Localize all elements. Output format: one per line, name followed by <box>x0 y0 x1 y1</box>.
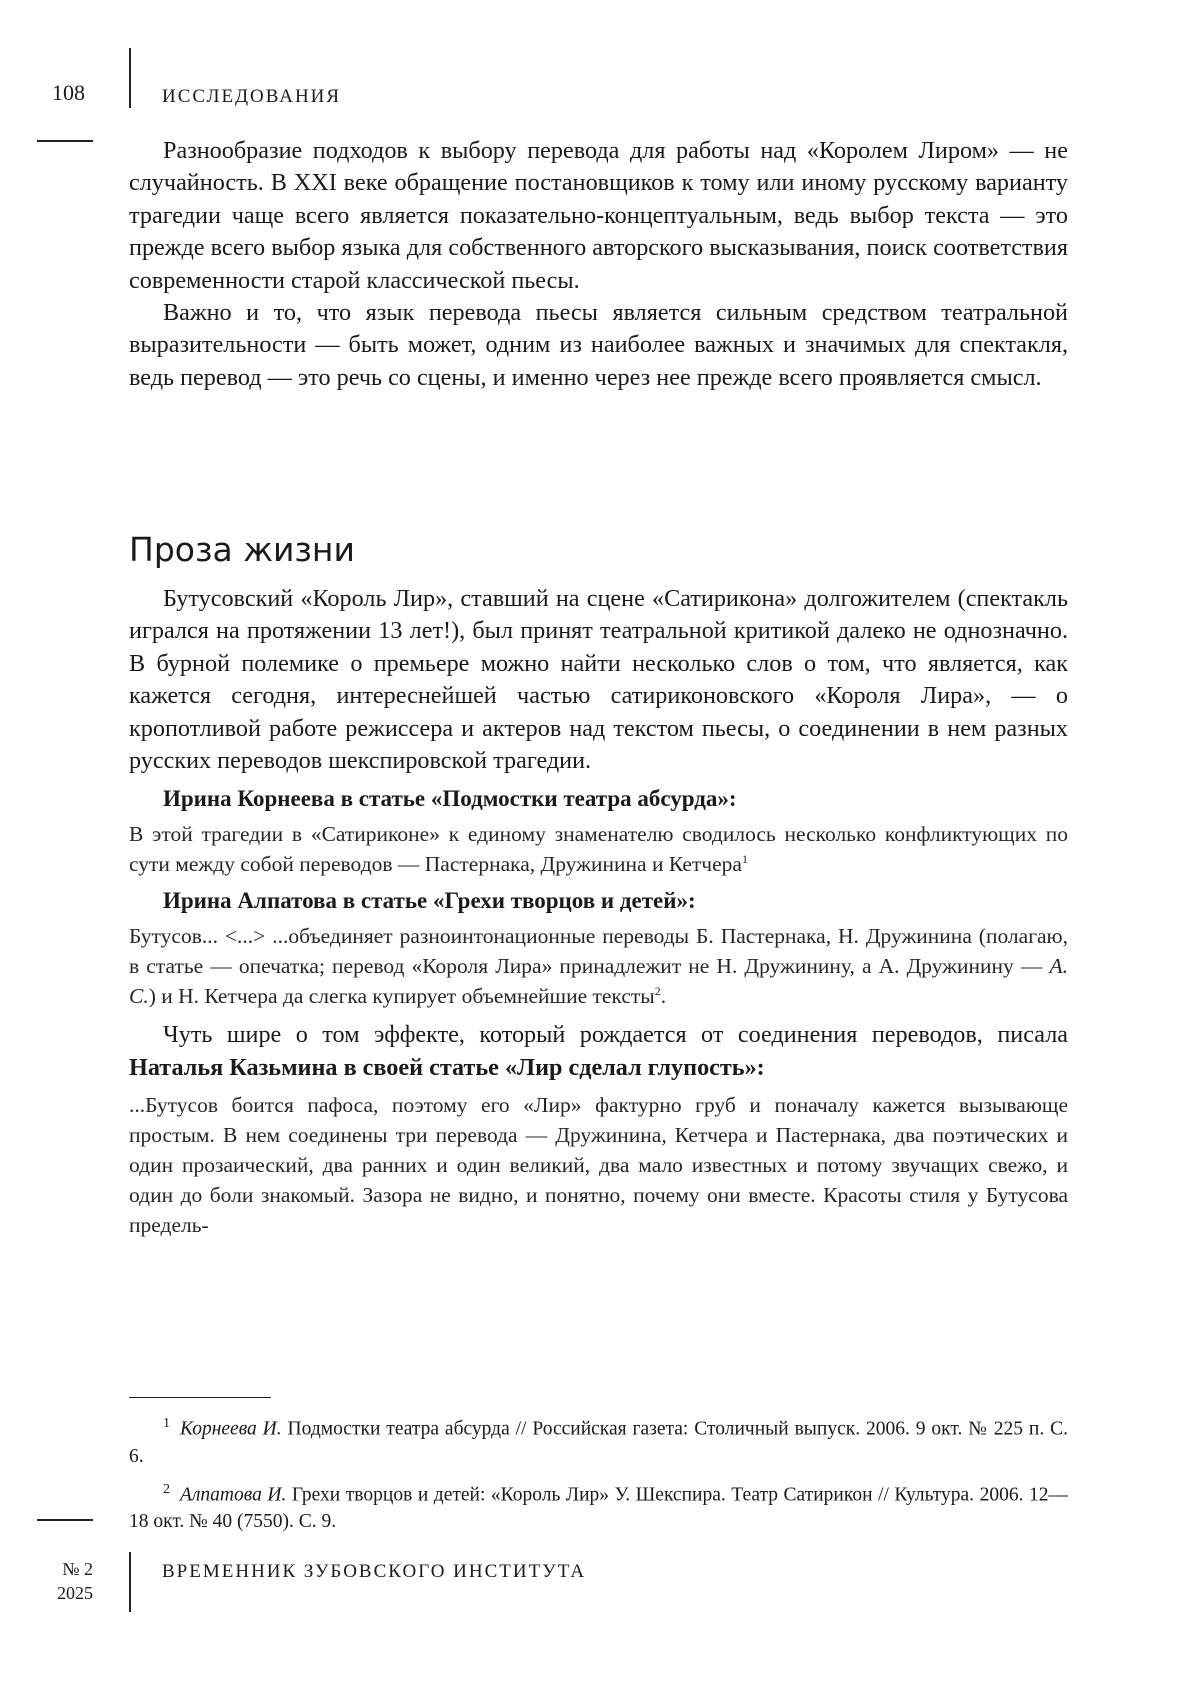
footnote-ref[interactable]: 1 <box>741 852 748 867</box>
margin-rule-bottom <box>37 1519 93 1521</box>
body-text-main <box>129 583 1068 1240</box>
footnote-ref[interactable]: 2 <box>654 984 661 999</box>
footnote: $^1$ Корнеева И. Подмостки театра абсурда // Российская газета: Столичный выпуск. 2006. 9 окт. № 225 п. С. 6. <box>129 1416 1069 1467</box>
margin-rule-top <box>37 140 93 142</box>
journal-title: ВРЕМЕННИК ЗУБОВСКОГО ИНСТИТУТА <box>162 1561 587 1582</box>
paragraph: Чуть шире о том эффекте, который рождается от соединения переводов, писала Наталья Казьмина в своей статье «Лир сделал глупость»: <box>129 1021 1068 1081</box>
block-quote: ...Бутусов боится пафоса, поэтому его «Лир» фактурно груб и поначалу кажется вызывающе простым. В нем соединены три перевода — Дружинина, Кетчера и Пастернака, два поэтических и один прозаический, два ранних и один великий, два мало известных и потому звучащих свежо, и один до боли знакомый. Зазора не видно, и понятно, почему они вместе. Красоты стиля у Бутусова предель- <box>129 1093 1068 1238</box>
footnote: $^2$ Алпатова И. Грехи творцов и детей: «Король Лир» У. Шекспира. Театр Сатирикон // Культура. 2006. 12—18 окт. № 40 (7550). С. 9. <box>129 1481 1068 1532</box>
quote-intro: Ирина Корнеева в статье «Подмостки театра абсурда»: <box>163 786 737 812</box>
footer-rule <box>129 1552 131 1612</box>
quote-intro: Ирина Алпатова в статье «Грехи творцов и детей»: <box>163 888 696 914</box>
issue-year: 2025 <box>57 1583 93 1603</box>
footnote-rule <box>129 1397 271 1398</box>
body-text-top <box>129 135 1068 394</box>
running-head: ИССЛЕДОВАНИЯ <box>162 86 342 107</box>
footnotes <box>129 1410 1068 1541</box>
page-number: 108 <box>52 80 85 105</box>
block-quote: В этой трагедии в «Сатириконе» к единому знаменателю сводилось несколько конфликтующих по сути между собой переводов — Пастернака, Дружинина и Кетчера$^1$ <box>129 822 1068 877</box>
block-quote: Бутусов... <...> ...объединяет разноинтонационные переводы Б. Пастернака, Н. Дружинина (полагаю, в статье — опечатка; перевод «Короля Лира» принадлежит не Н. Дружинину, а А. Дружинину — А. С.) и Н. Кетчера да слегка купирует объемнейшие тексты$^2$. <box>129 924 1068 1009</box>
paragraph: Важно и то, что язык перевода пьесы является сильным средством театральной выразительности — быть может, одним из наиболее важных и значимых для спектакля, ведь перевод — это речь со сцены, и именно через нее прежде всего проявляется смысл. <box>129 299 1068 391</box>
issue-number: № 2 <box>62 1559 93 1579</box>
paragraph: Бутусовский «Король Лир», ставший на сцене «Сатирикона» долгожителем (спектакль игрался на протяжении 13 лет!), был принят театральной критикой далеко не однозначно. В бурной полемике о премьере можно найти несколько слов о том, что является, как кажется сегодня, интереснейшей частью сатириконовского «Короля Лира», — о кропотливой работе режиссера и актеров над текстом пьесы, о соединении в нем разных русских переводов шекспировской трагедии. <box>129 585 1068 775</box>
section-heading: Проза жизни <box>129 530 355 569</box>
header-rule <box>129 48 131 108</box>
paragraph: Разнообразие подходов к выбору перевода для работы над «Королем Лиром» — не случайность. В XXI веке обращение постановщиков к тому или иному русскому варианту трагедии чаще всего является показательно-концептуальным, ведь выбор текста — это прежде всего выбор языка для собственного авторского высказывания, поиск соответствия современности старой классической пьесы. <box>129 137 1068 294</box>
